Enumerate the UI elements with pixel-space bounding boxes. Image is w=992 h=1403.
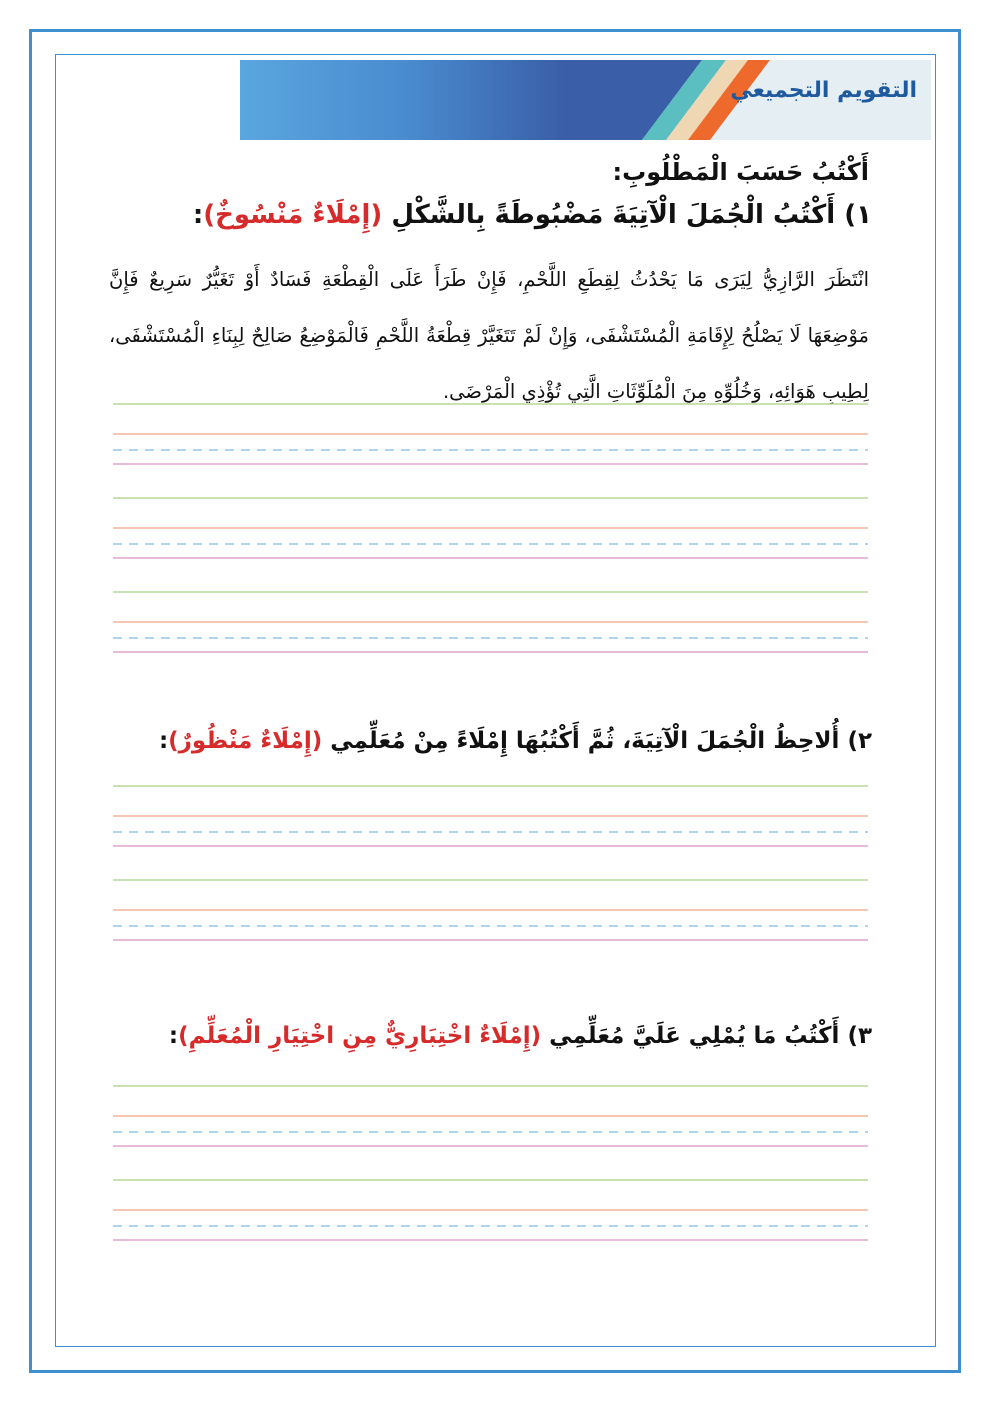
question-2-number: ٢) [847,728,872,754]
writing-lines-2-svg [113,780,868,990]
header-title: التقويم التجميعي [730,78,917,103]
question-2-title [159,728,872,754]
question-1-colon: : [192,200,204,230]
question-2-colon: : [158,728,169,754]
instructions-heading: أَكْتُبُ حَسَبَ الْمَطْلُوبِ: [612,158,869,186]
question-1-number: ١) [844,200,872,230]
writing-lines-3[interactable] [113,1080,868,1310]
header-banner [240,60,931,140]
question-2-text: أُلاحِظُ الْجُمَلَ الْآتِيَةَ، ثُمَّ أَكْتُبُهَا إِمْلَاءً مِنْ مُعَلِّمِي [330,728,840,754]
question-1-title [193,200,872,230]
question-1-text: أَكْتُبُ الْجُمَلَ الْآتِيَةَ مَضْبُوطَةً بِالشَّكْلِ [391,200,836,230]
writing-lines-1[interactable] [113,398,868,698]
writing-lines-3-svg [113,1080,868,1310]
writing-lines-2[interactable] [113,780,868,990]
question-3-title [169,1023,872,1049]
question-3-tag: (إِمْلَاءٌ اخْتِبَارِيٌّ مِنِ اخْتِيَارِ الْمُعَلِّمِ) [178,1023,542,1049]
question-3-colon: : [168,1023,179,1049]
question-3-number: ٣) [847,1023,872,1049]
question-1-passage: انْتَظَرَ الرَّازِيُّ لِيَرَى مَا يَحْدُثُ لِقِطَعِ اللَّحْمِ، فَإِنْ طَرَأَ عَلَى الْقِطْعَةِ فَسَادٌ أَوْ تَغَيُّرٌ سَرِيعٌ فَإِنَّ مَوْضِعَهَا لَا يَصْلُحُ لِإِقَامَةِ الْمُسْتَشْفَى، وَإِنْ لَمْ تَتَغَيَّرْ قِطْعَةُ اللَّحْمِ فَالْمَوْضِعُ صَالِحٌ لِبِنَاءِ الْمُسْتَشْفَى، لِطِيبِ هَوَائِهِ، وَخُلُوِّهِ مِنَ الْمُلَوِّثَاتِ الَّتِي تُؤْذِي الْمَرْضَى. [109,268,869,403]
question-3-text: أَكْتُبُ مَا يُمْلِي عَلَيَّ مُعَلِّمِي [549,1023,840,1049]
question-1-tag: (إِمْلَاءٌ مَنْسُوخٌ) [203,200,383,230]
question-2-tag: (إِمْلَاءٌ مَنْظُورٌ) [168,728,323,754]
writing-lines-1-svg [113,398,868,698]
